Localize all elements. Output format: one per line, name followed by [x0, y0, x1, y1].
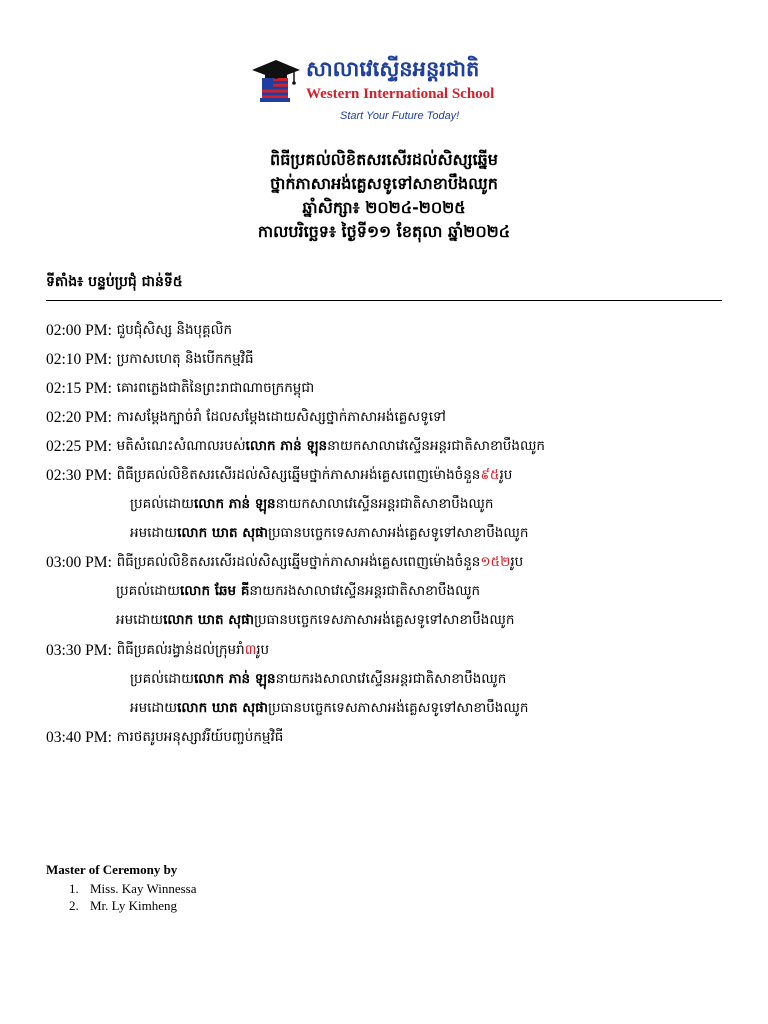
school-name-english: Western International School [306, 86, 495, 102]
honoree-name: លោក ភាន់ ឡុន [245, 437, 328, 454]
academic-year: ឆ្នាំសិក្សា៖ ២០២៤-២០២៥ [302, 198, 466, 217]
agenda-time: 02:15 PM: [46, 379, 112, 397]
venue-label: ទីតាំង៖ បន្ទប់ប្រជុំ ជាន់ទី៥ [46, 274, 183, 290]
agenda-text-end: នាយករងសាលាវេស្ទើនអន្តរជាតិសាខាបឹងឈូក [249, 583, 481, 600]
agenda-item [46, 461, 736, 490]
agenda-time: 02:20 PM: [46, 408, 112, 426]
agenda-text: ប្រគល់ដោយ [130, 496, 195, 513]
agenda-text: ពិធីប្រគល់លិខិតសរសើរដល់សិស្សឆ្នើមថ្នាក់ភាសាអង់គ្លេសពេញម៉ោងចំនួន [116, 554, 481, 571]
mc-person: 1. Miss. Kay Winnessa [82, 880, 196, 897]
honoree-name: លោក ឃាត សុផា [163, 612, 254, 629]
agenda-item [46, 432, 736, 461]
mc-title: Master of Ceremony by [46, 862, 178, 877]
agenda-item [46, 316, 736, 345]
ceremony-date: កាលបរិច្ឆេទ៖ ថ្ងៃទី១១ ខែតុលា ឆ្នាំ២០២៤ [257, 222, 511, 241]
agenda-time: 03:30 PM: [46, 641, 112, 659]
agenda-item [46, 578, 736, 607]
agenda-text: ប្រគល់ដោយ [130, 670, 195, 687]
agenda-item [46, 607, 736, 636]
agenda-text: ប្រកាសហេតុ និងបើកកម្មវិធី [116, 350, 254, 367]
agenda-item [46, 665, 736, 694]
agenda-text: ពិធីប្រគល់លិខិតសរសើរដល់សិស្សឆ្នើមថ្នាក់ភាសាអង់គ្លេសពេញម៉ោងចំនួន [116, 467, 481, 484]
agenda-text-end: រូប [510, 554, 524, 571]
agenda-time: 02:30 PM: [46, 467, 112, 485]
agenda-text: គោរពភ្លេងជាតិនៃព្រះរាជាណាចក្រកម្ពុជា [116, 379, 315, 396]
honoree-name: លោក ភាន់ ឡុន [194, 496, 276, 513]
honoree-name: លោក ឃាត សុផា [177, 525, 268, 542]
agenda-text-end: រូប [256, 641, 270, 658]
agenda-text: អមដោយ [116, 612, 164, 629]
agenda-time: 03:40 PM: [46, 728, 112, 746]
agenda-item [46, 345, 736, 374]
agenda-item [46, 491, 736, 520]
agenda-text: ការសម្ដែងក្បាច់រាំ ដែលសម្ដែងដោយសិស្សថ្នាក់ភាសាអង់គ្លេសទូទៅ [116, 408, 446, 425]
school-logo [250, 52, 550, 130]
agenda-item [46, 723, 736, 752]
ceremony-title-block [120, 148, 648, 244]
graduation-cap-flag-icon [250, 52, 302, 104]
agenda-item [46, 403, 736, 432]
agenda-text: មតិសំណេះសំណាលរបស់ [116, 437, 246, 454]
student-count: ១៥២ [480, 554, 511, 571]
agenda-text-end: ប្រធានបច្ចេកទេសភាសាអង់គ្លេសទូទៅសាខាបឹងឈូក [267, 699, 529, 716]
agenda-list [46, 316, 736, 752]
mc-section [46, 862, 196, 914]
agenda-text-end: ប្រធានបច្ចេកទេសភាសាអង់គ្លេសទូទៅសាខាបឹងឈូក [267, 525, 529, 542]
ceremony-subtitle: ថ្នាក់ភាសាអង់គ្លេសទូទៅសាខាបឹងឈូក [270, 174, 498, 193]
honoree-name: លោក ភាន់ ឡុន [194, 670, 276, 687]
agenda-time: 02:10 PM: [46, 350, 112, 368]
agenda-time: 03:00 PM: [46, 554, 112, 572]
honoree-name: លោក ឃាត សុផា [177, 699, 268, 716]
mc-list [46, 880, 196, 914]
mc-person: 2. Mr. Ly Kimheng [82, 897, 196, 914]
agenda-text-end: នាយកសាលាវេស្ទើនអន្តរជាតិសាខាបឹងឈូក [327, 437, 545, 454]
student-count: ៩៥ [480, 467, 500, 484]
ceremony-title: ពិធីប្រគល់លិខិតសរសើរដល់សិស្សឆ្នើម [270, 150, 498, 169]
divider [46, 300, 722, 301]
agenda-text: ការថតរូបអនុស្សាវរីយ៍បញ្ចប់កម្មវិធី [116, 728, 284, 745]
agenda-text: ប្រគល់ដោយ [116, 583, 181, 600]
agenda-text-end: នាយករងសាលាវេស្ទើនអន្តរជាតិសាខាបឹងឈូក [275, 670, 507, 687]
agenda-item [46, 636, 736, 665]
agenda-item [46, 520, 736, 549]
school-name-khmer: សាលាវេស្ទើនអន្តរជាតិ [306, 57, 480, 81]
honoree-name: លោក ឆែម គី [180, 583, 250, 600]
agenda-text: អមដោយ [130, 699, 178, 716]
school-tagline: Start Your Future Today! [340, 110, 460, 122]
agenda-item [46, 694, 736, 723]
agenda-text: ជួបជុំសិស្ស និងបុគ្គលិក [116, 321, 233, 338]
agenda-text-end: នាយកសាលាវេស្ទើនអន្តរជាតិសាខាបឹងឈូក [275, 496, 494, 513]
agenda-text: ពិធីប្រគល់រង្វាន់ដល់ក្រុមរាំ [116, 641, 245, 658]
agenda-text-end: ប្រធានបច្ចេកទេសភាសាអង់គ្លេសទូទៅសាខាបឹងឈូក [253, 612, 515, 629]
agenda-item [46, 549, 736, 578]
agenda-time: 02:25 PM: [46, 437, 112, 455]
agenda-time: 02:00 PM: [46, 321, 112, 339]
student-count: ៣ [244, 641, 257, 658]
agenda-item [46, 374, 736, 403]
agenda-text: អមដោយ [130, 525, 178, 542]
agenda-text-end: រូប [499, 467, 513, 484]
